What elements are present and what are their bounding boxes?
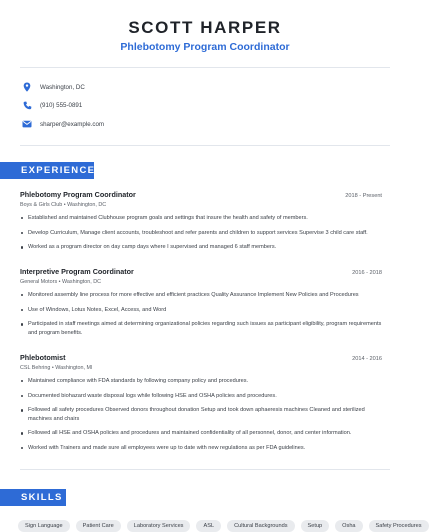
contact-divider: [20, 145, 390, 146]
job-title: Interpretive Program Coordinator: [20, 267, 134, 276]
contact-location: [22, 78, 410, 96]
mail-icon: [22, 119, 32, 129]
job-bullets: [20, 214, 382, 252]
contact-phone-text: (910) 555-0891: [40, 102, 83, 109]
contact-list: [0, 68, 410, 133]
bullet-item: Use of Windows, Lotus Notes, Excel, Access, and Word: [20, 306, 382, 315]
experience-divider: [20, 469, 390, 470]
job-dates: 2018 - Present: [345, 193, 382, 199]
job-organization: Boys & Girls Club • Washington, DC: [20, 202, 107, 208]
bullet-item: Worked with Trainers and made sure all employees were up to date with new regulations as per FDA guidelines.: [20, 444, 382, 453]
bullet-item: Followed all HSE and OSHA policies and procedures and maintained confidentiality of all personnel, donor, and center information.: [20, 429, 382, 438]
bullet-item: Develop Curriculum, Manage client accounts, troubleshoot and refer parents and children to support services Supervise 3 child care staff.: [20, 229, 382, 238]
skills-list: [18, 520, 422, 532]
contact-phone: [22, 97, 410, 115]
experience-heading: EXPERIENCE: [0, 162, 94, 179]
contact-email: [22, 115, 410, 133]
phone-icon: [22, 101, 32, 111]
job-title: Phlebotomist: [20, 353, 66, 362]
skills-heading: SKILLS: [0, 489, 66, 506]
bullet-item: Monitored assembly line process for more effective and efficient practices Quality Assurance Implement New Policies and Procedures: [20, 291, 382, 300]
job-entry: [20, 190, 382, 258]
bullet-item: Maintained compliance with FDA standards by following company policy and procedures.: [20, 377, 382, 386]
skill-tag: Safety Procedures: [369, 520, 429, 532]
bullet-item: Documented biohazard waste disposal logs while following HSE and OSHA policies and procedures.: [20, 392, 382, 401]
bullet-item: Participated in staff meetings aimed at determining organizational policies regarding such issues as participant eligibility, program requirements and program benefits.: [20, 320, 382, 337]
bullet-item: Established and maintained Clubhouse program goals and settings that insure the health and safety of members.: [20, 214, 382, 223]
bullet-item: Worked as a program director on day camp days where I supervised and managed 6 staff members.: [20, 243, 382, 252]
contact-email-text: sharper@example.com: [40, 120, 105, 128]
job-title: Phlebotomy Program Coordinator: [20, 190, 136, 199]
contact-location-text: Washington, DC: [40, 83, 85, 91]
job-entry: [20, 267, 382, 343]
job-entry: [20, 353, 382, 459]
skill-tag: Patient Care: [76, 520, 121, 532]
location-pin-icon: [22, 82, 32, 92]
skill-tag: ASL: [196, 520, 221, 532]
job-bullets: [20, 291, 382, 337]
candidate-name: SCOTT HARPER: [128, 18, 282, 37]
job-organization: General Motors • Washington, DC: [20, 279, 102, 285]
resume-header: [0, 0, 410, 53]
skill-tag: Osha: [335, 520, 362, 532]
skill-tag: Cultural Backgrounds: [227, 520, 294, 532]
job-organization: CSL Behring • Washington, MI: [20, 365, 93, 371]
bullet-item: Followed all safety procedures Observed donors throughout donation Setup and took down aphaeresis machines Cleaned and sterilized machines and chairs: [20, 406, 382, 423]
skill-tag: Laboratory Services: [127, 520, 191, 532]
job-dates: 2016 - 2018: [352, 270, 382, 276]
job-dates: 2014 - 2016: [352, 356, 382, 362]
skill-tag: Setup: [301, 520, 330, 532]
job-bullets: [20, 377, 382, 453]
candidate-title: Phlebotomy Program Coordinator: [120, 41, 290, 53]
skill-tag: Sign Language: [18, 520, 70, 532]
